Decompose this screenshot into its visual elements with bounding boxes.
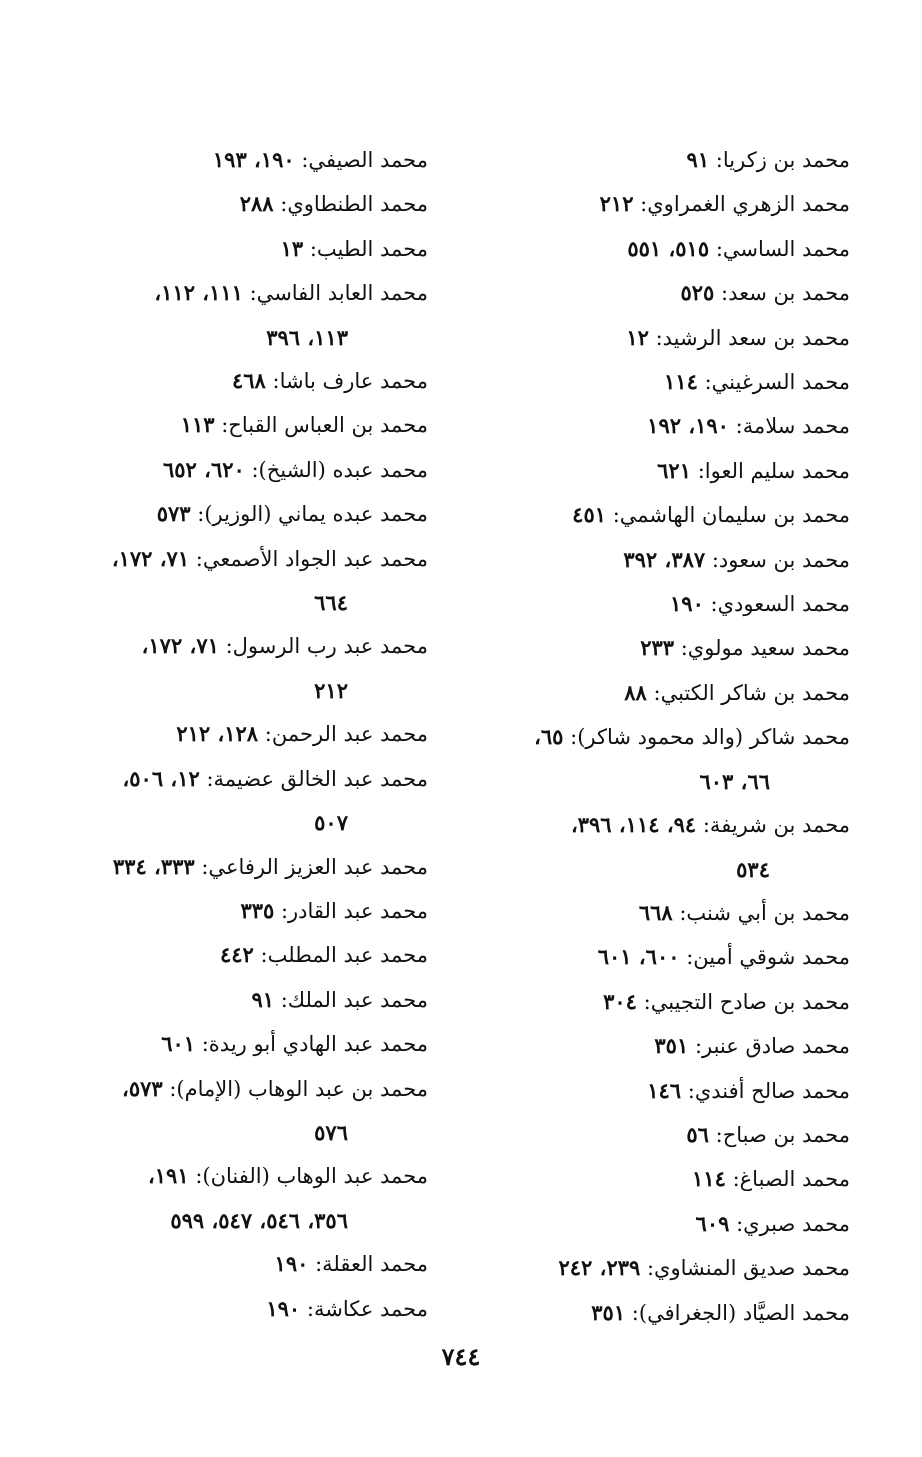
index-entry	[470, 626, 850, 670]
entry-name: محمد بن صادح التجيبي:	[643, 989, 850, 1014]
entry-page-refs: ٥٧٣،	[122, 1075, 163, 1101]
index-entry	[40, 757, 428, 845]
entry-name: محمد عبد الرحمن:	[264, 722, 428, 747]
index-entry	[40, 978, 428, 1022]
entry-page-refs: ٣٨٧، ٣٩٢	[623, 546, 706, 572]
index-entry	[470, 449, 850, 493]
entry-page-refs: ٦٢١	[657, 457, 691, 483]
entry-page-refs: ١٩١،	[148, 1163, 189, 1189]
index-entry	[470, 182, 850, 226]
index-entry	[470, 980, 850, 1024]
entry-page-refs: ٤٥١	[572, 502, 607, 528]
index-entry	[40, 889, 428, 933]
entry-name: محمد عبد المطلب:	[260, 943, 428, 968]
entry-page-refs: ١١١، ١١٢،	[154, 280, 243, 306]
index-entry	[40, 933, 428, 977]
entry-page-refs: ٣٥١	[654, 1033, 689, 1059]
entry-name: محمد الطنطاوي:	[280, 192, 428, 217]
left-index-column	[40, 138, 428, 1331]
entry-page-refs: ٦٦٨	[638, 899, 673, 925]
entry-page-refs: ٢٣٩، ٢٤٢	[558, 1255, 641, 1281]
entry-name: محمد صبري:	[736, 1211, 850, 1236]
entry-page-refs: ١١٣	[180, 412, 215, 438]
index-entry	[470, 1246, 850, 1290]
entry-page-refs: ٢٨٨	[239, 191, 274, 217]
index-entry	[40, 271, 428, 359]
entry-page-refs-continued: ٢١٢	[314, 677, 348, 703]
index-entry	[470, 493, 850, 537]
entry-name: محمد الصباغ:	[732, 1167, 850, 1192]
entry-page-refs-continued: ١١٣، ٣٩٦	[266, 324, 348, 350]
entry-page-refs: ٩١	[686, 147, 710, 172]
entry-page-refs: ٣٠٤	[603, 988, 637, 1014]
entry-page-refs: ٢٣٣	[640, 635, 675, 661]
entry-page-refs: ٦٥،	[534, 724, 564, 750]
index-entry	[470, 1202, 850, 1246]
entry-page-refs: ١١٤	[664, 369, 698, 395]
entry-name: محمد عبد القادر:	[280, 898, 428, 923]
entry-name: محمد سلامة:	[735, 414, 850, 439]
entry-page-refs: ١٩٠	[266, 1295, 301, 1321]
index-entry	[470, 538, 850, 582]
entry-name: محمد السرغيني:	[704, 370, 850, 395]
index-entry	[470, 715, 850, 803]
index-entry	[40, 712, 428, 756]
entry-name: محمد بن سعد:	[721, 281, 850, 306]
page-number: ٧٤٤	[441, 1342, 481, 1371]
entry-page-refs: ٤٤٢	[220, 942, 254, 968]
entry-name: محمد بن سعود:	[711, 547, 850, 572]
entry-name: محمد عكاشة:	[306, 1296, 428, 1321]
index-entry	[470, 803, 850, 891]
index-entry	[470, 1069, 850, 1113]
entry-page-refs-continued: ٥٠٧	[314, 810, 348, 836]
entry-page-refs: ٩٤، ١١٤، ٣٩٦،	[570, 812, 697, 838]
index-entry	[470, 1291, 850, 1335]
entry-page-refs: ٦٠٠، ٦٠١	[597, 944, 680, 970]
index-entry	[470, 360, 850, 404]
entry-page-refs: ١٩٠، ١٩٢	[647, 413, 729, 439]
entry-page-refs: ١١٤	[692, 1166, 726, 1192]
entry-name: محمد بن سعد الرشيد:	[655, 325, 850, 350]
index-entry	[470, 582, 850, 626]
index-entry	[40, 624, 428, 712]
entry-page-refs: ٦٠٩	[695, 1210, 730, 1236]
entry-name: محمد عارف باشا:	[272, 369, 428, 394]
right-index-column	[470, 138, 850, 1335]
index-entry	[40, 537, 428, 625]
entry-name: محمد العابد الفاسي:	[249, 281, 428, 306]
index-entry	[470, 227, 850, 271]
entry-name: محمد عبد رب الرسول:	[225, 634, 428, 659]
entry-name: محمد الصيفي:	[301, 148, 428, 172]
entry-page-refs: ٣٥١	[591, 1299, 626, 1325]
index-entry	[40, 227, 428, 271]
index-entry	[470, 138, 850, 182]
entry-name: محمد صالح أفندي:	[687, 1078, 850, 1103]
entry-name: محمد عبد الملك:	[280, 987, 428, 1012]
entry-name: محمد بن زكريا:	[715, 148, 850, 172]
entry-page-refs: ٥٦	[686, 1121, 709, 1147]
entry-page-refs-continued: ٦٦، ٦٠٣	[699, 768, 770, 794]
index-entry	[470, 271, 850, 315]
entry-page-refs: ٦٢٠، ٦٥٢	[163, 456, 245, 482]
index-entry	[470, 1157, 850, 1201]
entry-page-refs-continued: ٦٦٤	[314, 590, 348, 616]
entry-page-refs: ٣٣٥	[240, 897, 275, 923]
entry-name: محمد سعيد مولوي:	[680, 636, 850, 661]
entry-page-refs: ٢١٢	[599, 191, 634, 217]
entry-page-refs: ١٢٨، ٢١٢	[176, 721, 259, 747]
entry-page-refs: ٥١٥، ٥٥١	[627, 235, 710, 261]
index-entry	[40, 1022, 428, 1066]
entry-name: محمد شاكر (والد محمود شاكر):	[570, 725, 850, 750]
entry-page-refs: ١٤٦	[647, 1077, 682, 1103]
index-entry	[40, 1242, 428, 1286]
entry-name: محمد بن شريفة:	[702, 813, 850, 838]
index-entry	[470, 935, 850, 979]
index-entry	[470, 404, 850, 448]
index-entry	[40, 1287, 428, 1331]
entry-page-refs-continued: ٥٣٤	[736, 856, 770, 882]
entry-name: محمد الصيَّاد (الجغرافي):	[631, 1300, 850, 1325]
index-entry	[40, 138, 428, 182]
entry-name: محمد صديق المنشاوي:	[646, 1256, 850, 1281]
entry-name: محمد بن أبي شنب:	[679, 900, 850, 925]
index-entry	[470, 1113, 850, 1157]
entry-page-refs: ٩١	[251, 986, 274, 1012]
entry-name: محمد عبده (الشيخ):	[251, 457, 428, 482]
entry-name: محمد صادق عنبر:	[694, 1034, 850, 1059]
entry-name: محمد بن سليمان الهاشمي:	[612, 503, 850, 528]
entry-page-refs: ٧١، ١٧٢،	[111, 545, 190, 571]
entry-name: محمد عبد العزيز الرفاعي:	[201, 854, 428, 879]
entry-page-refs-continued: ٣٥٦، ٥٤٦، ٥٤٧، ٥٩٩	[170, 1207, 348, 1233]
index-entry	[470, 1024, 850, 1068]
entry-page-refs: ١٢	[626, 324, 649, 350]
entry-page-refs-continued: ٥٧٦	[314, 1119, 348, 1145]
entry-name: محمد عبده يماني (الوزير):	[197, 502, 428, 527]
entry-name: محمد الطيب:	[309, 236, 428, 261]
index-entry	[470, 671, 850, 715]
entry-name: محمد سليم العوا:	[697, 458, 850, 483]
entry-page-refs: ١٩٠	[670, 591, 704, 617]
index-entry	[40, 1067, 428, 1155]
entry-name: محمد شوقي أمين:	[686, 945, 850, 970]
entry-page-refs: ١٩٠	[274, 1251, 309, 1277]
entry-page-refs: ٣٣٣، ٣٣٤	[112, 853, 195, 879]
index-entry	[40, 182, 428, 226]
index-entry	[40, 448, 428, 492]
index-entry	[40, 359, 428, 403]
entry-name: محمد السعودي:	[710, 592, 850, 617]
entry-name: محمد العقلة:	[315, 1252, 428, 1277]
index-entry	[470, 891, 850, 935]
entry-name: محمد بن العباس القباح:	[221, 413, 428, 438]
entry-name: محمد بن شاكر الكتبي:	[653, 680, 850, 705]
entry-page-refs: ٥٧٣	[156, 501, 191, 527]
index-entry	[40, 403, 428, 447]
entry-page-refs: ١٢، ٥٠٦،	[122, 765, 200, 791]
entry-name: محمد الزهري الغمراوي:	[640, 192, 850, 217]
entry-page-refs: ١٩٠، ١٩٣	[212, 147, 295, 172]
entry-name: محمد بن صباح:	[715, 1122, 850, 1147]
entry-name: محمد بن عبد الوهاب (الإمام):	[169, 1076, 428, 1101]
entry-name: محمد عبد الهادي أبو ريدة:	[201, 1032, 428, 1057]
entry-page-refs: ٧١، ١٧٢،	[141, 633, 219, 659]
entry-page-refs: ٥٢٥	[680, 280, 715, 306]
entry-page-refs: ٤٦٨	[231, 368, 266, 394]
entry-name: محمد عبد الجواد الأصمعي:	[195, 546, 428, 571]
entry-name: محمد عبد الخالق عضيمة:	[206, 766, 428, 791]
entry-name: محمد عبد الوهاب (الفنان):	[195, 1164, 428, 1189]
entry-page-refs: ١٣	[280, 235, 304, 261]
entry-page-refs: ٨٨	[624, 679, 647, 705]
entry-name: محمد الساسي:	[715, 236, 850, 261]
entry-page-refs: ٦٠١	[161, 1031, 196, 1057]
index-entry	[470, 316, 850, 360]
index-entry	[40, 492, 428, 536]
index-entry	[40, 845, 428, 889]
index-entry	[40, 1154, 428, 1242]
